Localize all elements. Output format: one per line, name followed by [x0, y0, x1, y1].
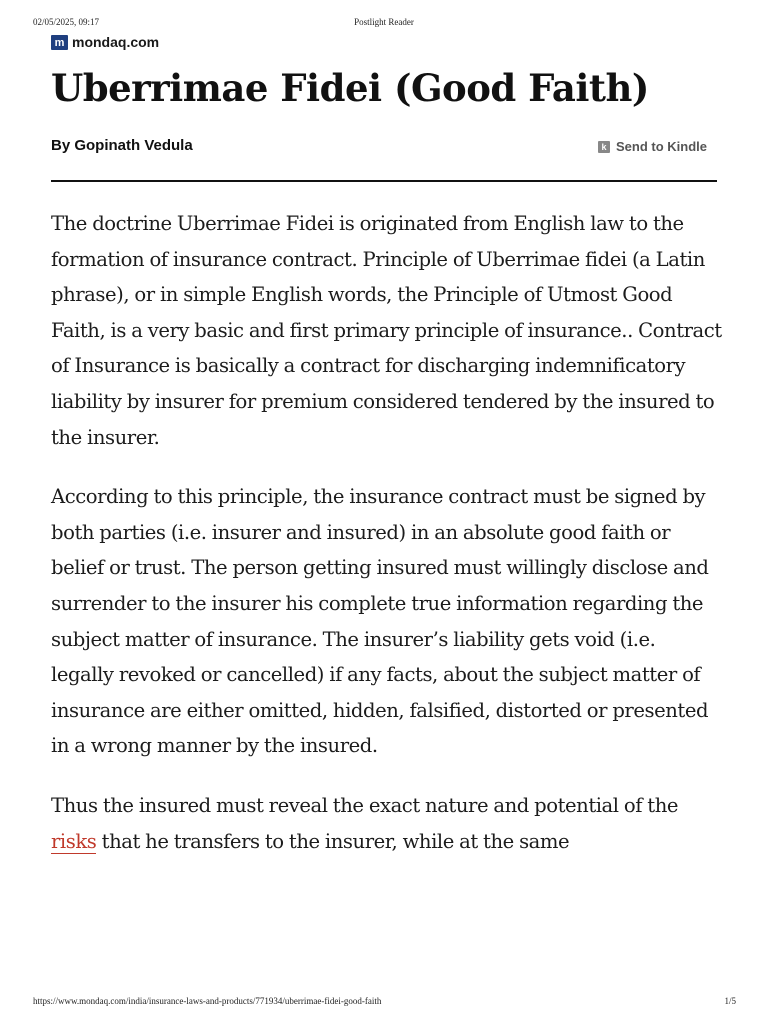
print-url: https://www.mondaq.com/india/insurance-laws-and-products/771934/uberrimae-fidei-good-faith — [33, 996, 382, 1006]
mondaq-logo-icon: m — [51, 35, 68, 50]
risks-link[interactable]: risks — [51, 829, 97, 853]
paragraph-3-text-after: that he transfers to the insurer, while at the same — [96, 829, 570, 853]
print-footer — [0, 996, 768, 1010]
header-divider — [51, 180, 717, 182]
paragraph-3-text-before: Thus the insured must reveal the exact nature and potential of the — [51, 793, 679, 817]
article-paragraph-3 — [51, 788, 723, 859]
article-title: Uberrimae Fidei (Good Faith) — [51, 66, 649, 110]
site-brand[interactable] — [51, 32, 159, 52]
article-byline: By Gopinath Vedula — [51, 137, 193, 154]
send-to-kindle-label: Send to Kindle — [616, 139, 707, 154]
send-to-kindle-button[interactable] — [598, 139, 707, 154]
kindle-icon: k — [598, 141, 610, 153]
site-name: mondaq.com — [72, 34, 160, 50]
print-datetime: 02/05/2025, 09:17 — [33, 17, 100, 27]
article-paragraph-2: According to this principle, the insurance contract must be signed by both parties (i.e. insurer and insured) in an absolute good faith or belief or trust. The person getting insured must willingly disclose and surrender to the insurer his complete true information regarding the subject matter of insurance. The insurer’s liability gets void (i.e. legally revoked or cancelled) if any facts, about the subject matter of insurance are either omitted, hidden, falsified, distorted or presented in a wrong manner by the insured. — [51, 485, 709, 758]
article-paragraph-1: The doctrine Uberrimae Fidei is originated from English law to the formation of insurance contract. Principle of Uberrimae fidei (a Latin phrase), or in simple English words, the Principle of Utmost Good Faith, is a very basic and first primary principle of insurance.. Contract of Insurance is basically a contract for discharging indemnificatory liability by insurer for premium considered tendered by the insured to the insurer. — [51, 212, 722, 449]
print-header — [0, 17, 768, 31]
print-page-number: 1/5 — [724, 996, 736, 1006]
article-body — [51, 206, 723, 883]
print-page-title: Postlight Reader — [354, 17, 414, 27]
